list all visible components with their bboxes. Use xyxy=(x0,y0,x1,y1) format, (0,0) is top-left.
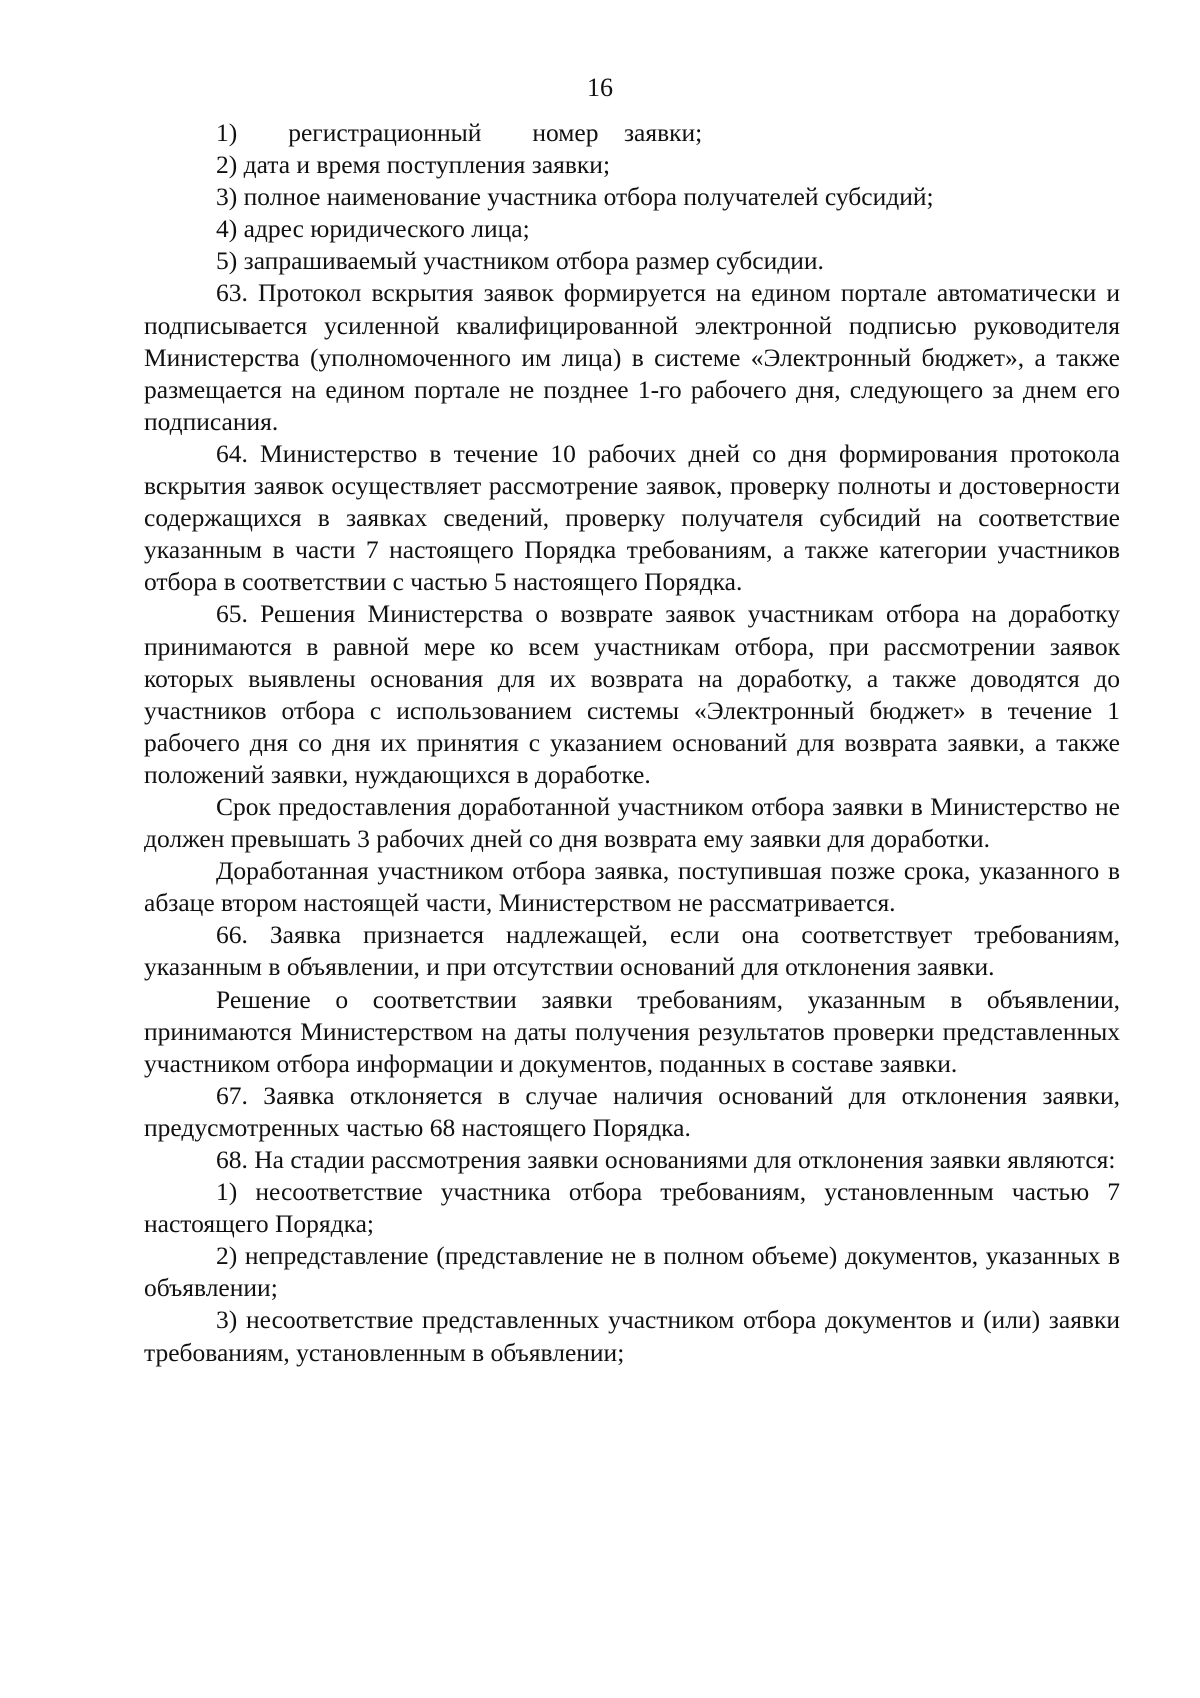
paragraph-item-5: 5) запрашиваемый участником отбора размер субсидии. xyxy=(216,246,824,276)
paragraph-item-4: 4) адрес юридического лица; xyxy=(216,214,530,244)
paragraph-66-decision: Решение о соответствии заявки требованиям, указанным в объявлении, принимаются Министерством на даты получения результатов проверки представленных участником отбора информации и документов, поданных в составе заявки. xyxy=(144,984,1120,1078)
paragraph-65: 65. Решения Министерства о возврате заявок участникам отбора на доработку принимаются в равной мере ко всем участникам отбора, при рассмотрении заявок которых выявлены основания для их возврата на доработку, а также доводятся до участников отбора с использованием системы «Электронный бюджет» в течение 1 рабочего дня со дня их принятия с указанием оснований для возврата заявки, а также положений заявки, нуждающихся в доработке. xyxy=(144,599,1120,789)
paragraph-item-2: 2) дата и время поступления заявки; xyxy=(216,150,611,180)
paragraph-68-item-2: 2) непредставление (представление не в полном объеме) документов, указанных в объявлении; xyxy=(144,1241,1120,1303)
page-number: 16 xyxy=(587,73,613,102)
paragraph-68-item-3: 3) несоответствие представленных участником отбора документов и (или) заявки требованиям, установленным в объявлении; xyxy=(144,1305,1120,1367)
paragraph-64: 64. Министерство в течение 10 рабочих дней со дня формирования протокола вскрытия заявок осуществляет рассмотрение заявок, проверку полноты и достоверности содержащихся в заявках сведений, проверку получателя субсидий на соответствие указанным в части 7 настоящего Порядка требованиям, а также категории участников отбора в соответствии с частью 5 настоящего Порядка. xyxy=(144,438,1120,597)
paragraph-65-revised: Доработанная участником отбора заявка, поступившая позже срока, указанного в абзаце втором настоящей части, Министерством не рассматривается. xyxy=(144,856,1120,918)
paragraph-68: 68. На стадии рассмотрения заявки основаниями для отклонения заявки являются: xyxy=(216,1145,1116,1174)
paragraph-65-term: Срок предоставления доработанной участником отбора заявки в Министерство не должен превышать 3 рабочих дней со дня возврата ему заявки для доработки. xyxy=(144,791,1120,854)
document-body xyxy=(144,117,1120,1369)
paragraph-item-1: 1) регистрационный номер заявки; xyxy=(216,118,703,147)
paragraph-item-3: 3) полное наименование участника отбора получателей субсидий; xyxy=(216,182,934,212)
paragraph-66: 66. Заявка признается надлежащей, если она соответствует требованиям, указанным в объявлении, и при отсутствии оснований для отклонения заявки. xyxy=(144,920,1120,982)
paragraph-67: 67. Заявка отклоняется в случае наличия оснований для отклонения заявки, предусмотренных частью 68 настоящего Порядка. xyxy=(144,1080,1120,1142)
paragraph-68-item-1: 1) несоответствие участника отбора требованиям, установленным частью 7 настоящего Порядка; xyxy=(144,1177,1120,1239)
paragraph-63: 63. Протокол вскрытия заявок формируется на едином портале автоматически и подписывается усиленной квалифицированной электронной подписью руководителя Министерства (уполномоченного им лица) в системе «Электронный бюджет», а также размещается на едином портале не позднее 1-го рабочего дня, следующего за днем его подписания. xyxy=(144,278,1120,436)
